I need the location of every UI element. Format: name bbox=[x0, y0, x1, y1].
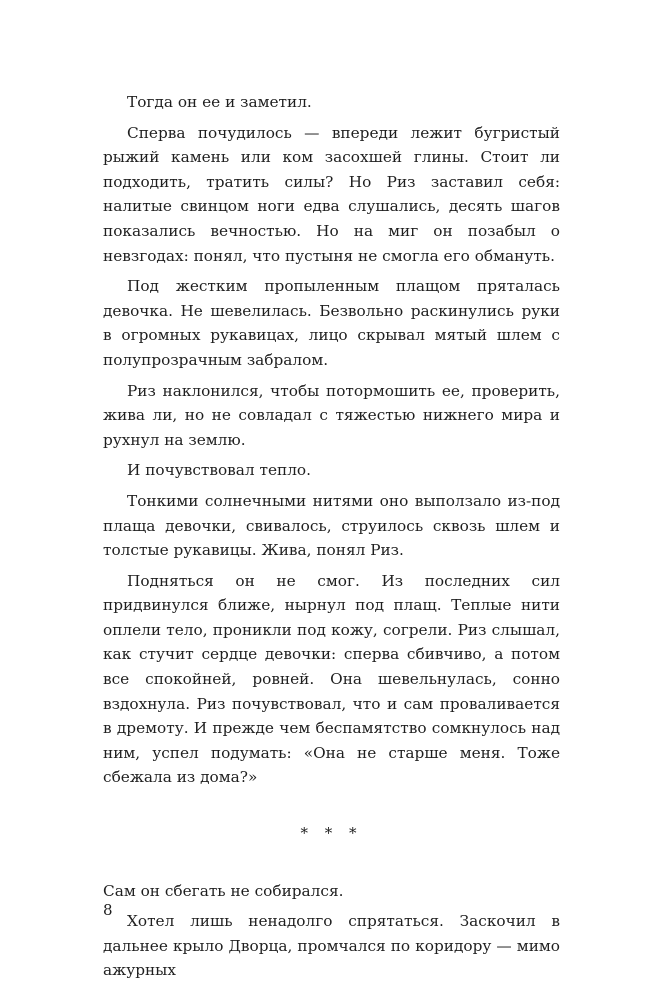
paragraph: Под жестким пропыленным плащом пряталась девочка. Не шевелилась. Безвольно раскинулись руки в огромных рукавицах, лицо скрывал мятый шлем с полупрозрачным забралом. bbox=[103, 277, 560, 369]
paragraph: Подняться он не смог. Из последних сил придвинулся ближе, нырнул под плащ. Теплые нити оплели тело, проникли под кожу, согрели. Риз слышал, как стучит сердце девочки: сперва сбивчиво, а потом все спокойней, ровней. Она шевельнулась, сонно вздохнула. Риз почувствовал, что и сам проваливается в дремоту. И прежде чем беспамятство сомкнулось над ним, успел подумать: «Она не старше меня. Тоже сбежала из дома?» bbox=[103, 571, 560, 787]
paragraph: Сперва почудилось — впереди лежит бугристый рыжий камень или ком засохшей глины. Стоит ли подходить, тратить силы? Но Риз заставил себя: налитые свинцом ноги едва слушались, десять шагов показались вечностью. Но на миг он позабыл о невзгодах: понял, что пустыня не смогла его обмануть. bbox=[103, 123, 560, 265]
paragraph: Тогда он ее и заметил. bbox=[127, 93, 312, 111]
paragraph: И почувствовал тепло. bbox=[127, 461, 311, 480]
paragraph: Хотел лишь ненадолго спрятаться. Заскочил в дальнее крыло Дворца, промчался по коридору — мимо ажурных bbox=[103, 912, 560, 980]
paragraph: Риз наклонился, чтобы потормошить ее, проверить, жива ли, но не совладал с тяжестью нижнего мира и рухнул на землю. bbox=[103, 381, 560, 449]
paragraph: Сам он сбегать не собирался. bbox=[103, 881, 344, 900]
paragraph: Тонкими солнечными нитями оно выползало из-под плаща девочки, свивалось, струилось сквозь шлем и толстые рукавицы. Жива, понял Риз. bbox=[103, 491, 560, 560]
page-number: 8 bbox=[103, 901, 113, 919]
scene-separator: * * * bbox=[300, 824, 363, 843]
page-text bbox=[103, 90, 560, 989]
